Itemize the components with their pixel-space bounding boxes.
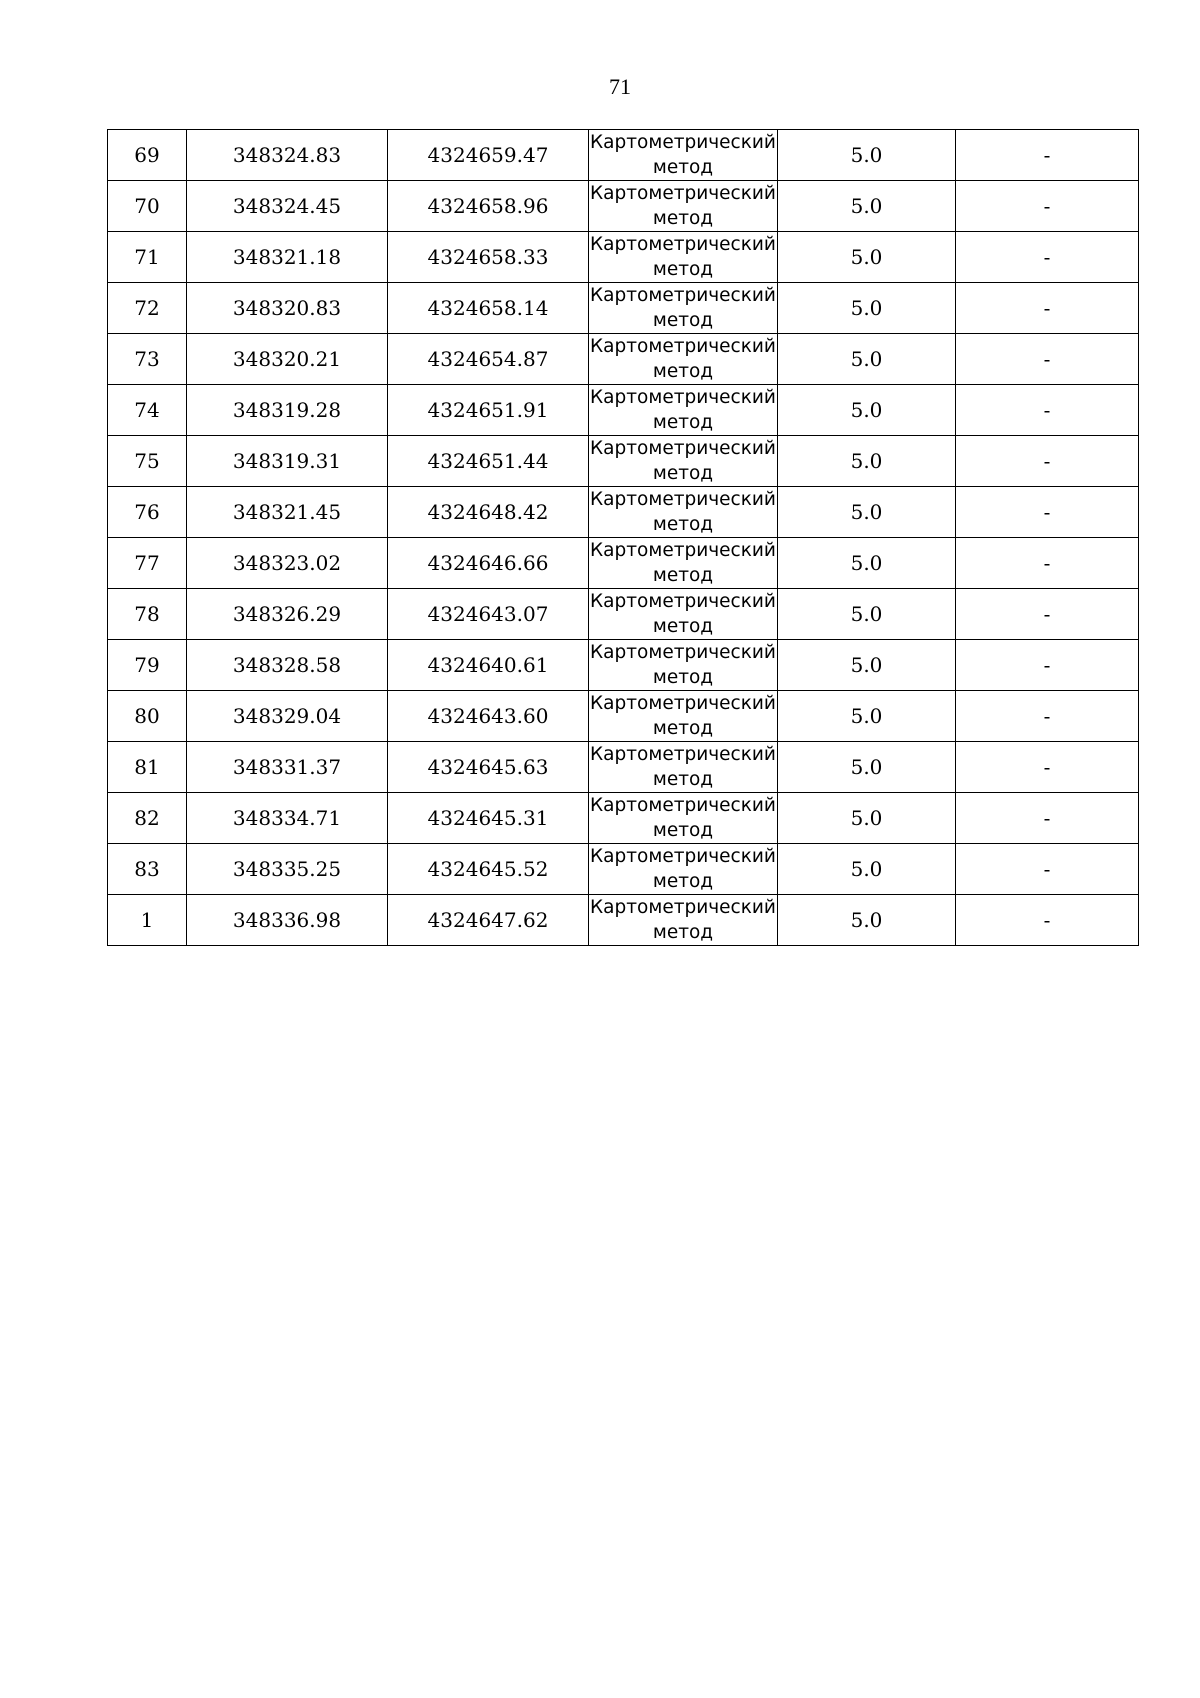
- method-cell: [589, 130, 778, 181]
- method-line-2: метод: [652, 565, 714, 586]
- point-number-cell: 79: [108, 640, 187, 691]
- method-cell: [589, 436, 778, 487]
- method-cell: [589, 538, 778, 589]
- method-cell: [589, 895, 778, 946]
- table-row: [108, 487, 1139, 538]
- method-cell: [589, 742, 778, 793]
- table-row: [108, 844, 1139, 895]
- page-number: 71: [609, 74, 631, 99]
- note-cell: -: [956, 793, 1139, 844]
- point-number-cell: 82: [108, 793, 187, 844]
- note-cell: -: [956, 232, 1139, 283]
- x-coordinate-cell: 348321.45: [187, 487, 388, 538]
- method-line-2: метод: [652, 922, 714, 943]
- method-line-2: метод: [652, 259, 714, 280]
- method-line-1: Картометрический: [590, 387, 776, 408]
- method-cell: [589, 589, 778, 640]
- point-number-cell: 75: [108, 436, 187, 487]
- accuracy-cell: 5.0: [778, 742, 956, 793]
- method-line-2: метод: [652, 208, 714, 229]
- x-coordinate-cell: 348331.37: [187, 742, 388, 793]
- table-row: [108, 385, 1139, 436]
- method-cell: [589, 793, 778, 844]
- note-cell: -: [956, 538, 1139, 589]
- note-cell: -: [956, 487, 1139, 538]
- method-line-1: Картометрический: [590, 132, 776, 153]
- x-coordinate-cell: 348319.28: [187, 385, 388, 436]
- method-line-1: Картометрический: [590, 795, 776, 816]
- accuracy-cell: 5.0: [778, 793, 956, 844]
- x-coordinate-cell: 348323.02: [187, 538, 388, 589]
- point-number-cell: 71: [108, 232, 187, 283]
- method-line-2: метод: [652, 514, 714, 535]
- accuracy-cell: 5.0: [778, 334, 956, 385]
- method-line-2: метод: [652, 718, 714, 739]
- accuracy-cell: 5.0: [778, 640, 956, 691]
- point-number-cell: 72: [108, 283, 187, 334]
- y-coordinate-cell: 4324659.47: [388, 130, 589, 181]
- y-coordinate-cell: 4324645.52: [388, 844, 589, 895]
- method-line-1: Картометрический: [590, 540, 776, 561]
- note-cell: -: [956, 334, 1139, 385]
- method-line-2: метод: [652, 616, 714, 637]
- method-cell: [589, 691, 778, 742]
- note-cell: -: [956, 436, 1139, 487]
- table-row: [108, 640, 1139, 691]
- table-body: [108, 130, 1139, 946]
- method-line-2: метод: [652, 871, 714, 892]
- note-cell: -: [956, 130, 1139, 181]
- method-line-2: метод: [652, 361, 714, 382]
- method-line-1: Картометрический: [590, 489, 776, 510]
- method-line-2: метод: [652, 463, 714, 484]
- note-cell: -: [956, 640, 1139, 691]
- method-line-1: Картометрический: [590, 234, 776, 255]
- point-number-cell: 70: [108, 181, 187, 232]
- y-coordinate-cell: 4324658.33: [388, 232, 589, 283]
- accuracy-cell: 5.0: [778, 232, 956, 283]
- method-line-1: Картометрический: [590, 897, 776, 918]
- method-line-2: метод: [652, 667, 714, 688]
- table-row: [108, 895, 1139, 946]
- method-line-2: метод: [652, 310, 714, 331]
- x-coordinate-cell: 348321.18: [187, 232, 388, 283]
- table-row: [108, 742, 1139, 793]
- method-line-2: метод: [652, 412, 714, 433]
- method-line-1: Картометрический: [590, 693, 776, 714]
- note-cell: -: [956, 691, 1139, 742]
- x-coordinate-cell: 348320.21: [187, 334, 388, 385]
- accuracy-cell: 5.0: [778, 385, 956, 436]
- table-row: [108, 130, 1139, 181]
- point-number-cell: 83: [108, 844, 187, 895]
- y-coordinate-cell: 4324648.42: [388, 487, 589, 538]
- accuracy-cell: 5.0: [778, 130, 956, 181]
- y-coordinate-cell: 4324651.44: [388, 436, 589, 487]
- accuracy-cell: 5.0: [778, 436, 956, 487]
- coordinates-table: [107, 129, 1139, 946]
- x-coordinate-cell: 348329.04: [187, 691, 388, 742]
- y-coordinate-cell: 4324646.66: [388, 538, 589, 589]
- table-row: [108, 691, 1139, 742]
- y-coordinate-cell: 4324658.14: [388, 283, 589, 334]
- point-number-cell: 73: [108, 334, 187, 385]
- accuracy-cell: 5.0: [778, 283, 956, 334]
- method-line-1: Картометрический: [590, 642, 776, 663]
- y-coordinate-cell: 4324647.62: [388, 895, 589, 946]
- method-line-2: метод: [652, 769, 714, 790]
- note-cell: -: [956, 589, 1139, 640]
- note-cell: -: [956, 742, 1139, 793]
- point-number-cell: 77: [108, 538, 187, 589]
- y-coordinate-cell: 4324651.91: [388, 385, 589, 436]
- point-number-cell: 74: [108, 385, 187, 436]
- x-coordinate-cell: 348320.83: [187, 283, 388, 334]
- method-cell: [589, 385, 778, 436]
- method-cell: [589, 487, 778, 538]
- method-line-1: Картометрический: [590, 438, 776, 459]
- method-line-1: Картометрический: [590, 744, 776, 765]
- y-coordinate-cell: 4324654.87: [388, 334, 589, 385]
- method-line-1: Картометрический: [590, 336, 776, 357]
- point-number-cell: 81: [108, 742, 187, 793]
- y-coordinate-cell: 4324658.96: [388, 181, 589, 232]
- y-coordinate-cell: 4324645.31: [388, 793, 589, 844]
- x-coordinate-cell: 348319.31: [187, 436, 388, 487]
- method-line-2: метод: [652, 820, 714, 841]
- y-coordinate-cell: 4324640.61: [388, 640, 589, 691]
- x-coordinate-cell: 348336.98: [187, 895, 388, 946]
- x-coordinate-cell: 348335.25: [187, 844, 388, 895]
- table-row: [108, 232, 1139, 283]
- point-number-cell: 69: [108, 130, 187, 181]
- note-cell: -: [956, 895, 1139, 946]
- method-cell: [589, 844, 778, 895]
- point-number-cell: 76: [108, 487, 187, 538]
- method-line-1: Картометрический: [590, 846, 776, 867]
- method-cell: [589, 232, 778, 283]
- method-line-1: Картометрический: [590, 183, 776, 204]
- y-coordinate-cell: 4324645.63: [388, 742, 589, 793]
- y-coordinate-cell: 4324643.60: [388, 691, 589, 742]
- point-number-cell: 1: [108, 895, 187, 946]
- table-row: [108, 181, 1139, 232]
- method-line-1: Картометрический: [590, 591, 776, 612]
- note-cell: -: [956, 844, 1139, 895]
- method-line-1: Картометрический: [590, 285, 776, 306]
- table-row: [108, 589, 1139, 640]
- x-coordinate-cell: 348326.29: [187, 589, 388, 640]
- x-coordinate-cell: 348328.58: [187, 640, 388, 691]
- table-row: [108, 538, 1139, 589]
- table-row: [108, 283, 1139, 334]
- point-number-cell: 80: [108, 691, 187, 742]
- note-cell: -: [956, 385, 1139, 436]
- accuracy-cell: 5.0: [778, 487, 956, 538]
- accuracy-cell: 5.0: [778, 844, 956, 895]
- method-cell: [589, 283, 778, 334]
- x-coordinate-cell: 348324.45: [187, 181, 388, 232]
- accuracy-cell: 5.0: [778, 181, 956, 232]
- accuracy-cell: 5.0: [778, 691, 956, 742]
- table-row: [108, 793, 1139, 844]
- method-cell: [589, 334, 778, 385]
- method-line-2: метод: [652, 157, 714, 178]
- method-cell: [589, 640, 778, 691]
- accuracy-cell: 5.0: [778, 538, 956, 589]
- note-cell: -: [956, 283, 1139, 334]
- y-coordinate-cell: 4324643.07: [388, 589, 589, 640]
- method-cell: [589, 181, 778, 232]
- table-row: [108, 334, 1139, 385]
- accuracy-cell: 5.0: [778, 589, 956, 640]
- accuracy-cell: 5.0: [778, 895, 956, 946]
- x-coordinate-cell: 348334.71: [187, 793, 388, 844]
- table-row: [108, 436, 1139, 487]
- point-number-cell: 78: [108, 589, 187, 640]
- x-coordinate-cell: 348324.83: [187, 130, 388, 181]
- note-cell: -: [956, 181, 1139, 232]
